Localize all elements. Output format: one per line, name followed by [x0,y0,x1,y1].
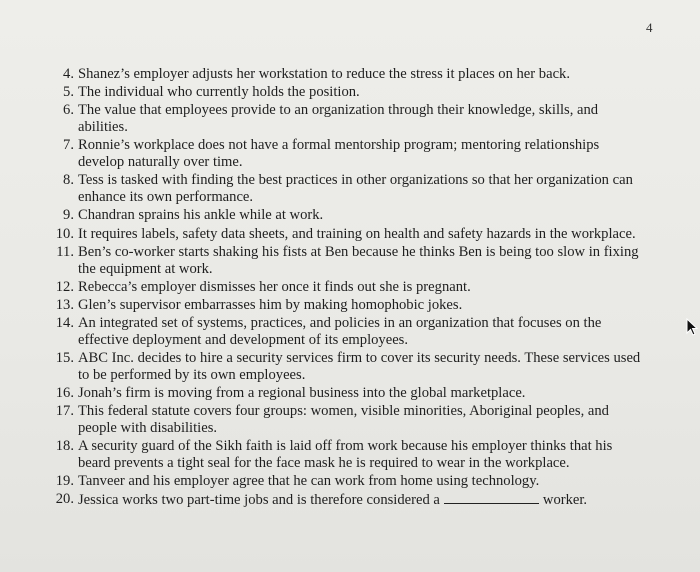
question-text: This federal statute covers four groups: women, visible minorities, Aboriginal peoples, and people with disabilities. [78,403,609,437]
question-text: An integrated set of systems, practices, and policies in an organization that focuses on the effective deployment and development of its employees. [78,315,602,348]
question-item [48,438,648,472]
question-item [48,315,648,349]
question-number: 11. [56,243,74,260]
question-item [48,385,648,402]
question-text: Chandran sprains his ankle while at work. [78,207,324,224]
question-text: A security guard of the Sikh faith is laid off from work because his employer thinks that his beard prevents a tight seal for the face mask he is required to wear in the workplace. [78,438,613,471]
question-text: Shanez’s employer adjusts her workstation to reduce the stress it places on her back. [78,66,570,82]
question-text: Ronnie’s workplace does not have a formal mentorship program; mentoring relationships develop naturally over time. [78,137,600,171]
question-number: 5. [63,84,74,101]
question-text: Tanveer and his employer agree that he can work from home using technology. [78,473,540,490]
question-number: 18. [55,438,74,455]
question-number: 6. [63,102,74,119]
question-list [48,66,648,511]
question-number: 15. [55,350,74,367]
question-number: 17. [55,403,74,420]
question-text: It requires labels, safety data sheets, and training on health and safety hazards in the workplace. [78,225,636,242]
question-text: Rebecca’s employer dismisses her once it finds out she is pregnant. [78,278,471,295]
question-item [48,172,648,206]
question-item [48,350,648,384]
question-item [48,226,648,243]
question-item [48,279,648,296]
question-text: Tess is tasked with finding the best practices in other organizations so that her organization can enhance its own performance. [78,172,633,206]
question-item [48,297,648,314]
question-text: ABC Inc. decides to hire a security services firm to cover its security needs. These services used to be performed by its own employees. [78,350,641,383]
question-text: Jonah’s firm is moving from a regional business into the global marketplace. [78,385,526,402]
question-item [48,244,648,278]
question-text: The individual who currently holds the position. [78,84,360,101]
question-number: 12. [55,278,74,295]
question-number: 9. [63,207,74,224]
question-number: 4. [63,66,74,82]
question-number: 7. [63,137,74,154]
answer-blank[interactable] [444,491,539,504]
mouse-pointer-icon [686,318,698,341]
question-item [48,207,648,224]
question-number: 14. [55,315,74,332]
question-item [48,137,648,171]
question-text: Jessica works two part-time jobs and is therefore considered a [78,492,440,509]
question-item-fill-in [48,491,648,509]
question-text-suffix: worker. [542,492,588,509]
question-number: 16. [55,385,74,402]
question-number: 13. [55,296,74,313]
question-item [48,66,648,83]
question-text: Ben’s co-worker starts shaking his fists at Ben because he thinks Ben is being too slow in fixing the equipment at work. [78,243,639,277]
question-text: Glen’s supervisor embarrasses him by making homophobic jokes. [78,296,463,313]
page-number: 4 [646,20,653,35]
question-item [48,84,648,101]
question-item [48,403,648,437]
question-number: 19. [55,473,74,490]
question-number: 20. [55,491,74,508]
question-text: The value that employees provide to an organization through their knowledge, skills, and abilities. [78,102,599,136]
question-item [48,102,648,136]
question-item [48,473,648,490]
question-number: 10. [55,225,74,242]
question-number: 8. [63,172,74,189]
